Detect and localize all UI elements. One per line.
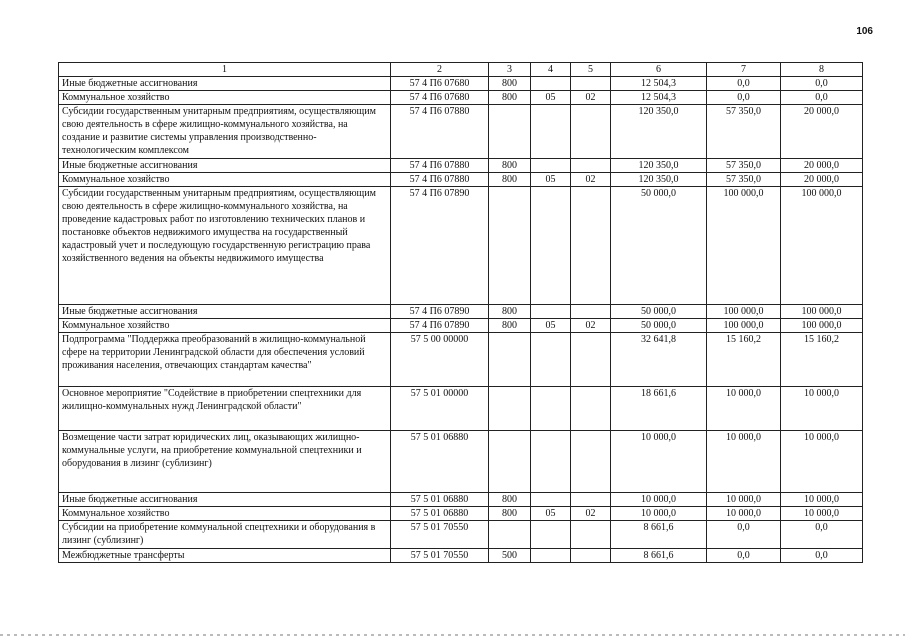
- row-name-cell: Коммунальное хозяйство: [59, 91, 391, 105]
- row-code-cell: 57 5 01 70550: [391, 521, 489, 549]
- table-row: [59, 319, 863, 333]
- table-row: [59, 387, 863, 431]
- row-col5-cell: 02: [571, 91, 611, 105]
- row-name-cell: Коммунальное хозяйство: [59, 507, 391, 521]
- col-header-6: 6: [611, 63, 707, 77]
- table-row: [59, 91, 863, 105]
- row-col3-cell: [489, 431, 531, 493]
- row-col4-cell: 05: [531, 507, 571, 521]
- row-name-cell: Иные бюджетные ассигнования: [59, 159, 391, 173]
- row-col3-cell: 800: [489, 507, 531, 521]
- row-code-cell: 57 5 00 00000: [391, 333, 489, 387]
- row-col4-cell: [531, 387, 571, 431]
- row-col8-cell: 10 000,0: [781, 507, 863, 521]
- row-name-cell: Иные бюджетные ассигнования: [59, 305, 391, 319]
- row-col6-cell: 120 350,0: [611, 105, 707, 159]
- row-col8-cell: 100 000,0: [781, 319, 863, 333]
- row-col8-cell: 20 000,0: [781, 173, 863, 187]
- row-col7-cell: 0,0: [707, 549, 781, 563]
- budget-table: [58, 62, 863, 563]
- row-col7-cell: 0,0: [707, 521, 781, 549]
- row-col5-cell: [571, 431, 611, 493]
- row-name-cell: Субсидии государственным унитарным предприятиям, осуществляющим свою деятельность в сфере жилищно-коммунального хозяйства, на проведение кадастровых работ по изготовлению технических планов и постановке объектов недвижимого имущества на государственный кадастровый учет и последующую государственную регистрацию права хозяйственного ведения на объекты недвижимого имущества: [59, 187, 391, 305]
- row-col4-cell: [531, 521, 571, 549]
- row-col7-cell: 100 000,0: [707, 187, 781, 305]
- row-name-cell: Иные бюджетные ассигнования: [59, 77, 391, 91]
- row-col5-cell: [571, 387, 611, 431]
- row-col7-cell: 100 000,0: [707, 305, 781, 319]
- row-col5-cell: [571, 549, 611, 563]
- table-row: [59, 77, 863, 91]
- row-col4-cell: [531, 305, 571, 319]
- row-code-cell: 57 4 П6 07680: [391, 91, 489, 105]
- row-col4-cell: 05: [531, 319, 571, 333]
- row-col7-cell: 15 160,2: [707, 333, 781, 387]
- row-col6-cell: 10 000,0: [611, 507, 707, 521]
- row-col4-cell: [531, 187, 571, 305]
- row-code-cell: 57 5 01 06880: [391, 507, 489, 521]
- row-col4-cell: [531, 77, 571, 91]
- row-col8-cell: 10 000,0: [781, 431, 863, 493]
- col-header-4: 4: [531, 63, 571, 77]
- row-col7-cell: 57 350,0: [707, 173, 781, 187]
- row-col4-cell: [531, 549, 571, 563]
- col-header-7: 7: [707, 63, 781, 77]
- col-header-3: 3: [489, 63, 531, 77]
- row-col3-cell: 500: [489, 549, 531, 563]
- row-col4-cell: [531, 333, 571, 387]
- row-col7-cell: 10 000,0: [707, 431, 781, 493]
- row-col6-cell: 12 504,3: [611, 91, 707, 105]
- row-col6-cell: 50 000,0: [611, 305, 707, 319]
- table-body: [59, 77, 863, 563]
- table-row: [59, 507, 863, 521]
- table-row: [59, 173, 863, 187]
- row-col5-cell: [571, 105, 611, 159]
- row-col3-cell: 800: [489, 159, 531, 173]
- row-col7-cell: 10 000,0: [707, 493, 781, 507]
- row-col5-cell: [571, 187, 611, 305]
- row-code-cell: 57 5 01 70550: [391, 549, 489, 563]
- row-col7-cell: 0,0: [707, 91, 781, 105]
- row-col4-cell: [531, 493, 571, 507]
- row-col5-cell: 02: [571, 507, 611, 521]
- row-col3-cell: [489, 105, 531, 159]
- row-col6-cell: 18 661,6: [611, 387, 707, 431]
- row-code-cell: 57 4 П6 07890: [391, 305, 489, 319]
- row-col3-cell: 800: [489, 493, 531, 507]
- table-row: [59, 187, 863, 305]
- row-name-cell: Иные бюджетные ассигнования: [59, 493, 391, 507]
- row-col6-cell: 8 661,6: [611, 549, 707, 563]
- row-col6-cell: 50 000,0: [611, 319, 707, 333]
- row-col4-cell: 05: [531, 173, 571, 187]
- row-name-cell: Возмещение части затрат юридических лиц, оказывающих жилищно-коммунальные услуги, на приобретение коммунальной спецтехники и оборудования в лизинг (сублизинг): [59, 431, 391, 493]
- col-header-1: 1: [59, 63, 391, 77]
- row-col6-cell: 120 350,0: [611, 159, 707, 173]
- row-name-cell: Субсидии на приобретение коммунальной спецтехники и оборудования в лизинг (сублизинг): [59, 521, 391, 549]
- row-col7-cell: 0,0: [707, 77, 781, 91]
- row-col3-cell: 800: [489, 91, 531, 105]
- row-col8-cell: 0,0: [781, 77, 863, 91]
- row-col5-cell: [571, 305, 611, 319]
- page-number: 106: [856, 26, 873, 37]
- row-col8-cell: 100 000,0: [781, 187, 863, 305]
- row-col5-cell: [571, 493, 611, 507]
- table-row: [59, 521, 863, 549]
- row-col3-cell: 800: [489, 173, 531, 187]
- row-col3-cell: 800: [489, 77, 531, 91]
- row-col7-cell: 10 000,0: [707, 387, 781, 431]
- col-header-8: 8: [781, 63, 863, 77]
- row-col8-cell: 20 000,0: [781, 105, 863, 159]
- row-col3-cell: 800: [489, 305, 531, 319]
- row-col6-cell: 12 504,3: [611, 77, 707, 91]
- row-col3-cell: 800: [489, 319, 531, 333]
- table-row: [59, 549, 863, 563]
- col-header-2: 2: [391, 63, 489, 77]
- row-code-cell: 57 4 П6 07890: [391, 187, 489, 305]
- row-code-cell: 57 4 П6 07890: [391, 319, 489, 333]
- row-col8-cell: 0,0: [781, 91, 863, 105]
- row-col4-cell: [531, 105, 571, 159]
- row-col7-cell: 100 000,0: [707, 319, 781, 333]
- row-col8-cell: 15 160,2: [781, 333, 863, 387]
- row-col3-cell: [489, 387, 531, 431]
- table-row: [59, 159, 863, 173]
- row-col6-cell: 8 661,6: [611, 521, 707, 549]
- row-code-cell: 57 4 П6 07880: [391, 173, 489, 187]
- row-col6-cell: 10 000,0: [611, 493, 707, 507]
- row-col7-cell: 10 000,0: [707, 507, 781, 521]
- col-header-5: 5: [571, 63, 611, 77]
- row-col7-cell: 57 350,0: [707, 159, 781, 173]
- row-code-cell: 57 5 01 06880: [391, 493, 489, 507]
- row-col8-cell: 0,0: [781, 549, 863, 563]
- row-col8-cell: 10 000,0: [781, 387, 863, 431]
- row-code-cell: 57 4 П6 07680: [391, 77, 489, 91]
- row-col8-cell: 10 000,0: [781, 493, 863, 507]
- row-col8-cell: 20 000,0: [781, 159, 863, 173]
- row-code-cell: 57 5 01 06880: [391, 431, 489, 493]
- row-col3-cell: [489, 521, 531, 549]
- table-row: [59, 305, 863, 319]
- table-row: [59, 333, 863, 387]
- row-col5-cell: [571, 77, 611, 91]
- row-col6-cell: 10 000,0: [611, 431, 707, 493]
- row-name-cell: Подпрограмма "Поддержка преобразований в жилищно-коммунальной сфере на территории Ленинградской области для обеспечения условий проживания населения, отвечающих стандартам качества": [59, 333, 391, 387]
- row-col6-cell: 50 000,0: [611, 187, 707, 305]
- row-col5-cell: [571, 159, 611, 173]
- row-name-cell: Субсидии государственным унитарным предприятиям, осуществляющим свою деятельность в сфере жилищно-коммунального хозяйства, на создание и развитие системы управления производственно-технологическим комплексом: [59, 105, 391, 159]
- row-col4-cell: 05: [531, 91, 571, 105]
- row-col5-cell: 02: [571, 173, 611, 187]
- row-code-cell: 57 5 01 00000: [391, 387, 489, 431]
- row-col3-cell: [489, 333, 531, 387]
- row-col5-cell: [571, 521, 611, 549]
- row-col8-cell: 100 000,0: [781, 305, 863, 319]
- table-row: [59, 493, 863, 507]
- row-col6-cell: 32 641,8: [611, 333, 707, 387]
- row-col8-cell: 0,0: [781, 521, 863, 549]
- row-col5-cell: 02: [571, 319, 611, 333]
- row-code-cell: 57 4 П6 07880: [391, 159, 489, 173]
- row-col4-cell: [531, 431, 571, 493]
- table-row: [59, 105, 863, 159]
- row-col3-cell: [489, 187, 531, 305]
- row-name-cell: Межбюджетные трансферты: [59, 549, 391, 563]
- row-code-cell: 57 4 П6 07880: [391, 105, 489, 159]
- row-name-cell: Основное мероприятие "Содействие в приобретении спецтехники для жилищно-коммунальных нужд Ленинградской области": [59, 387, 391, 431]
- header-row: [59, 63, 863, 77]
- table-row: [59, 431, 863, 493]
- scan-edge-artifact: [0, 634, 905, 636]
- row-col4-cell: [531, 159, 571, 173]
- row-col6-cell: 120 350,0: [611, 173, 707, 187]
- row-name-cell: Коммунальное хозяйство: [59, 173, 391, 187]
- row-name-cell: Коммунальное хозяйство: [59, 319, 391, 333]
- row-col5-cell: [571, 333, 611, 387]
- row-col7-cell: 57 350,0: [707, 105, 781, 159]
